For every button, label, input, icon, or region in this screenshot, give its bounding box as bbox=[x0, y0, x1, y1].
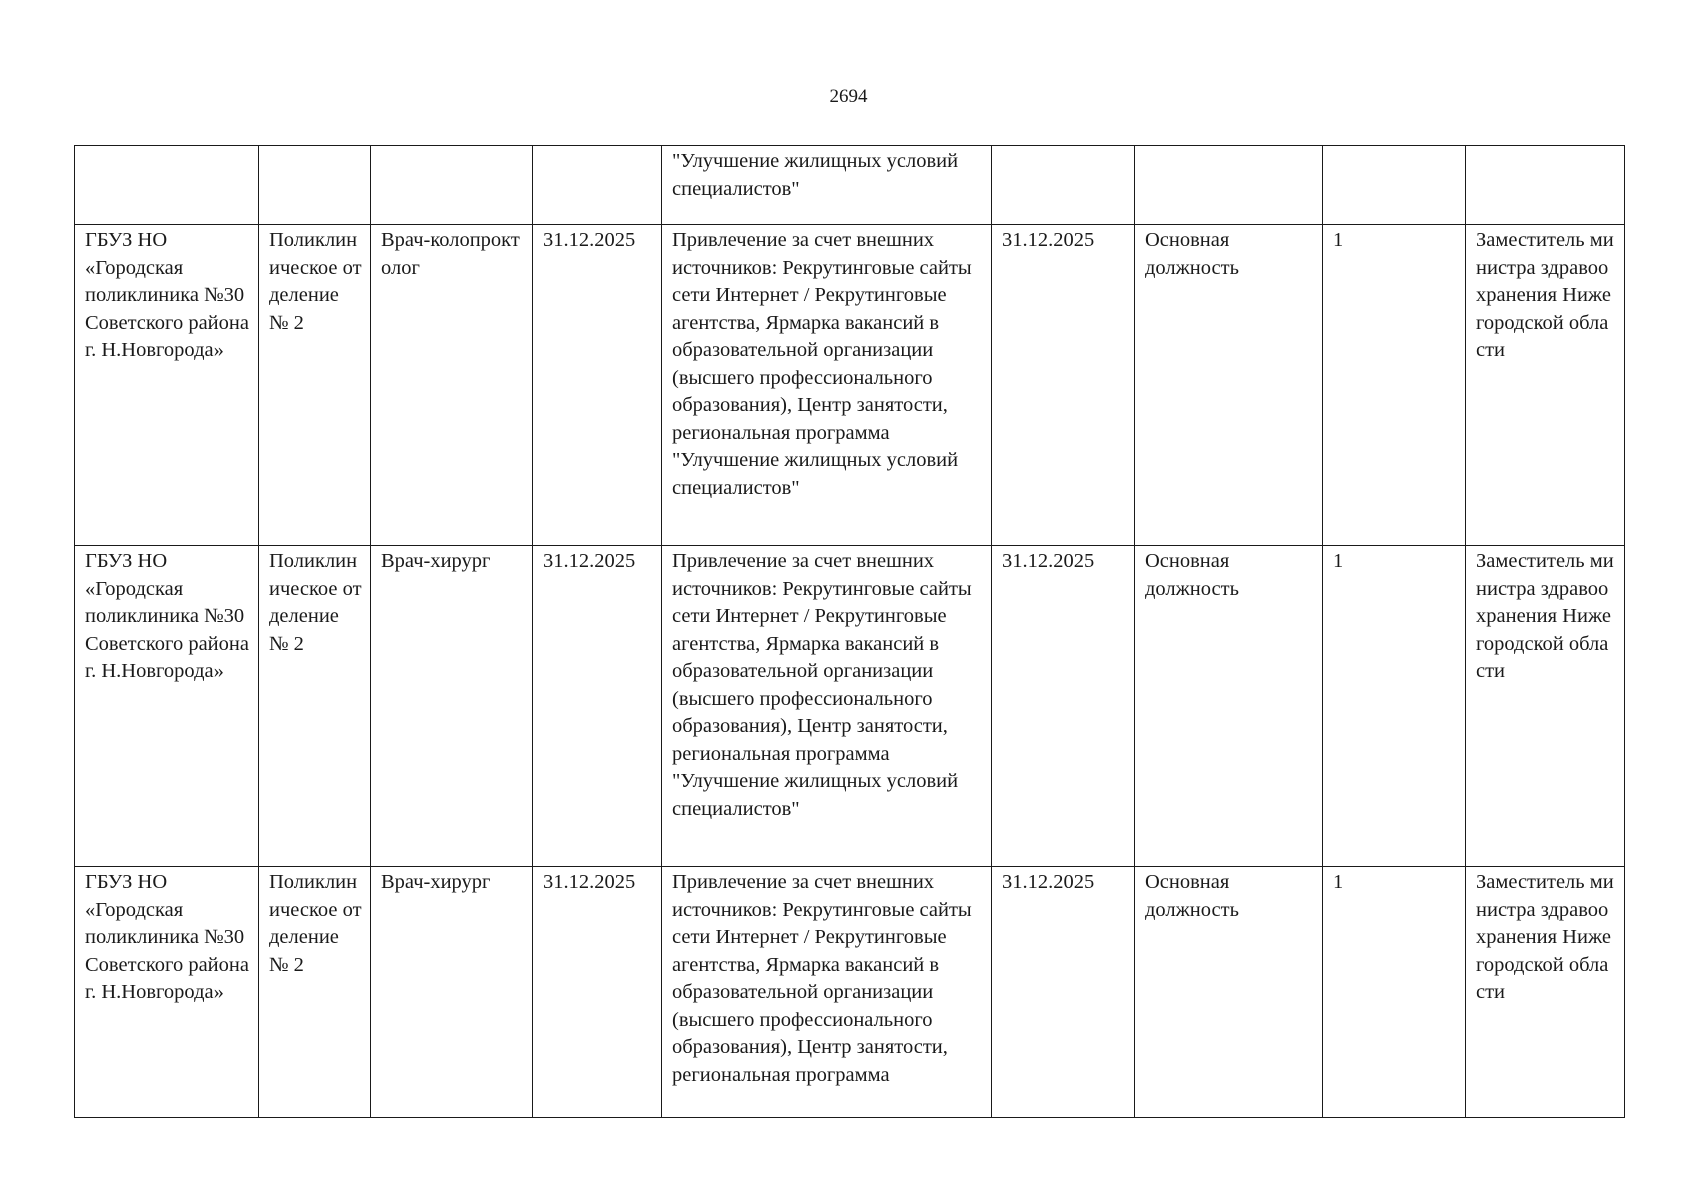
cell-method: Привлечение за счет внешних источников: Рекрутинговые сайты сети Интернет / Рекрутинговые агентства, Ярмарка вакансий в образовательной организации (высшего профессионального образования), Центр занятости, региональная программа bbox=[662, 867, 992, 1118]
cell-method: "Улучшение жилищных условий специалистов" bbox=[662, 146, 992, 225]
cell-date: 31.12.2025 bbox=[533, 867, 662, 1118]
cell-method: Привлечение за счет внешних источников: Рекрутинговые сайты сети Интернет / Рекрутинговые агентства, Ярмарка вакансий в образовательной организации (высшего профессионального образования), Центр занятости, региональная программа "Улучшение жилищных условий специалистов" bbox=[662, 225, 992, 546]
cell-post-type: Основная должность bbox=[1135, 867, 1323, 1118]
cell-position: Врач-хирург bbox=[371, 546, 533, 867]
cell-organization: ГБУЗ НО «Городская поликлиника №30 Советского района г. Н.Новгорода» bbox=[75, 867, 259, 1118]
cell-responsible: Заместитель министра здравоохранения Нижегородской области bbox=[1466, 867, 1625, 1118]
cell-deadline bbox=[992, 146, 1135, 225]
table-row bbox=[75, 867, 1625, 1118]
cell-responsible bbox=[1466, 146, 1625, 225]
cell-post-type: Основная должность bbox=[1135, 225, 1323, 546]
cell-department: Поликлиническое отделение № 2 bbox=[259, 225, 371, 546]
page-number: 2694 bbox=[829, 86, 868, 107]
cell-count bbox=[1323, 146, 1466, 225]
cell-organization bbox=[75, 146, 259, 225]
cell-post-type: Основная должность bbox=[1135, 546, 1323, 867]
table-row bbox=[75, 546, 1625, 867]
cell-position bbox=[371, 146, 533, 225]
cell-position: Врач-хирург bbox=[371, 867, 533, 1118]
cell-responsible: Заместитель министра здравоохранения Нижегородской области bbox=[1466, 225, 1625, 546]
cell-date: 31.12.2025 bbox=[533, 225, 662, 546]
table-row-continued bbox=[75, 146, 1625, 225]
cell-deadline: 31.12.2025 bbox=[992, 225, 1135, 546]
cell-count: 1 bbox=[1323, 867, 1466, 1118]
cell-method: Привлечение за счет внешних источников: Рекрутинговые сайты сети Интернет / Рекрутинговые агентства, Ярмарка вакансий в образовательной организации (высшего профессионального образования), Центр занятости, региональная программа "Улучшение жилищных условий специалистов" bbox=[662, 546, 992, 867]
cell-deadline: 31.12.2025 bbox=[992, 546, 1135, 867]
cell-position: Врач-колопроктолог bbox=[371, 225, 533, 546]
table-row bbox=[75, 225, 1625, 546]
cell-department: Поликлиническое отделение № 2 bbox=[259, 867, 371, 1118]
cell-organization: ГБУЗ НО «Городская поликлиника №30 Советского района г. Н.Новгорода» bbox=[75, 546, 259, 867]
cell-date bbox=[533, 146, 662, 225]
cell-post-type bbox=[1135, 146, 1323, 225]
cell-department: Поликлиническое отделение № 2 bbox=[259, 546, 371, 867]
cell-deadline: 31.12.2025 bbox=[992, 867, 1135, 1118]
cell-organization: ГБУЗ НО «Городская поликлиника №30 Советского района г. Н.Новгорода» bbox=[75, 225, 259, 546]
cell-count: 1 bbox=[1323, 546, 1466, 867]
cell-responsible: Заместитель министра здравоохранения Нижегородской области bbox=[1466, 546, 1625, 867]
cell-count: 1 bbox=[1323, 225, 1466, 546]
cell-department bbox=[259, 146, 371, 225]
staffing-table bbox=[74, 145, 1625, 1118]
cell-date: 31.12.2025 bbox=[533, 546, 662, 867]
